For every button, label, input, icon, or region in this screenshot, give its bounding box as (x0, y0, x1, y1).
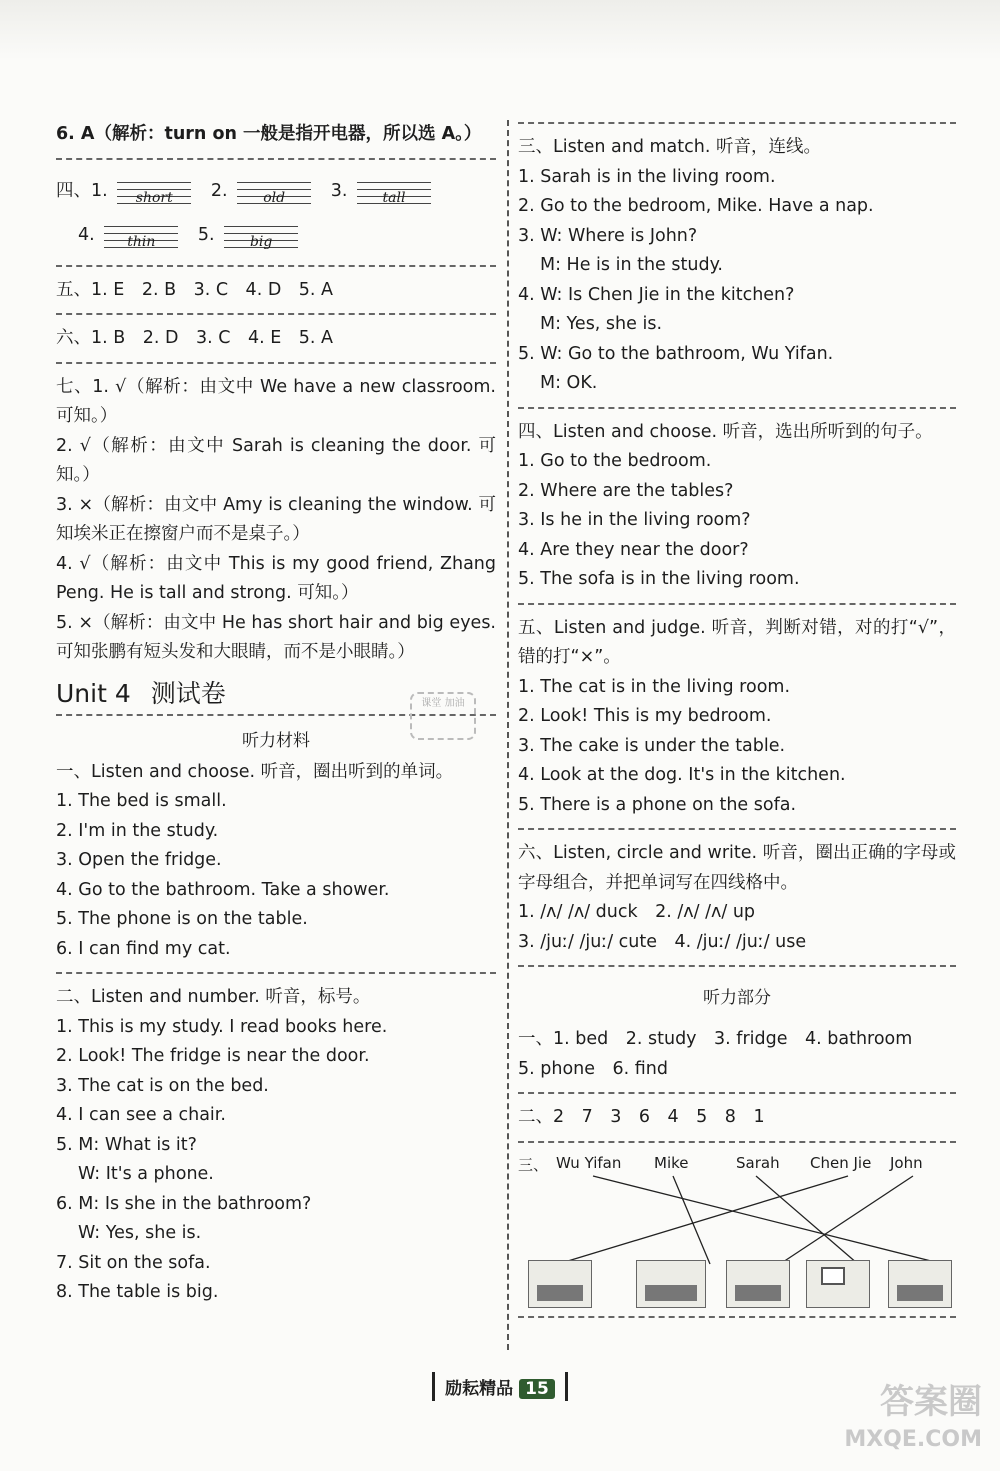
list-item: 1. The bed is small. (56, 791, 227, 811)
list-item: 2. Look! The fridge is near the door. (56, 1046, 370, 1066)
handwritten-answer-1: short (117, 178, 191, 204)
answer-section-6: 六、1. B 2. D 3. C 4. E 5. A (56, 328, 334, 348)
scan-top-shadow (0, 0, 1000, 60)
dashed-separator (518, 1092, 956, 1094)
stamp-icon: 课堂 加油 (410, 692, 476, 740)
right-column (518, 120, 956, 1327)
list-item: 4. Look at the dog. It's in the kitchen. (518, 765, 846, 785)
list-item: M: He is in the study. (540, 255, 723, 275)
answer-1-line-1: 一、1. bed 2. study 3. fridge 4. bathroom (518, 1029, 913, 1049)
dashed-separator (56, 972, 496, 974)
dashed-separator (518, 965, 956, 967)
list-item: 2. Where are the tables? (518, 480, 734, 501)
name-john: John (890, 1153, 923, 1172)
handwritten-answer-5: big (224, 222, 298, 248)
list-item: M: Yes, she is. (540, 314, 663, 334)
dashed-separator (518, 1141, 956, 1143)
fill-in-row-1 (56, 169, 496, 213)
section-4-title: 四、Listen and choose. 听音，选出所听到的句子。 (518, 421, 933, 442)
listening-material-heading: 听力材料 (242, 730, 310, 751)
name-mike: Mike (654, 1153, 689, 1172)
answer-7-3: 3. ×（解析：由文中 Amy is cleaning the window. 可知埃米正在擦窗户而不是桌子。） (56, 494, 496, 544)
page-number: 15 (519, 1379, 555, 1399)
list-item: 4. Go to the bathroom. Take a shower. (56, 879, 390, 900)
section-2-title: 二、Listen and number. 听音，标号。 (56, 987, 371, 1007)
list-item: 2. Look! This is my bedroom. (518, 706, 772, 726)
handwritten-answer-2: old (237, 178, 311, 204)
list-item: 5. The sofa is in the living room. (518, 569, 800, 589)
item-number: 2. (210, 180, 228, 201)
dashed-separator (518, 122, 956, 124)
list-item: 6. I can find my cat. (56, 938, 231, 959)
room-study-picture (636, 1260, 706, 1308)
list-item: 6. M: Is she in the bathroom? (56, 1193, 312, 1214)
unit-name: Unit 4 (56, 678, 131, 708)
list-item: 3. /juː/ /juː/ cute 4. /juː/ /juː/ use (518, 931, 807, 952)
list-item: 5. M: What is it? (56, 1134, 197, 1155)
dashed-separator (518, 407, 956, 409)
section-5-title: 五、Listen and judge. 听音，判断对错，对的打“√”，错的打“×”。 (518, 617, 956, 667)
answer-7-4: 4. √（解析：由文中 This is my good friend, Zhang Peng. He is tall and strong. 可知。） (56, 553, 496, 603)
answer-1-line-2: 5. phone 6. find (518, 1058, 669, 1079)
item-number: 5. (197, 224, 215, 245)
brand-name: 励耘精品 (445, 1379, 514, 1399)
list-item: 5. The phone is on the table. (56, 909, 308, 929)
item-number: 1. (91, 180, 108, 201)
dashed-separator (518, 603, 956, 605)
list-item: 2. I'm in the study. (56, 820, 219, 841)
list-item: 7. Sit on the sofa. (56, 1252, 211, 1273)
answer-section-5: 五、1. E 2. B 3. C 4. D 5. A (56, 279, 334, 300)
list-item: 3. The cake is under the table. (518, 735, 786, 756)
list-item: 1. Go to the bedroom. (518, 451, 712, 471)
answer-7-5: 5. ×（解析：由文中 He has short hair and big eyes. 可知张鹏有短头发和大眼睛，而不是小眼睛。） (56, 612, 496, 662)
list-item: 3. W: Where is John? (518, 225, 698, 246)
section-label: 三、 (518, 1155, 549, 1174)
unit-subtitle: 测试卷 (150, 678, 226, 708)
item-number: 4. (78, 224, 95, 245)
section-6-title: 六、Listen, circle and write. 听音，圈出正确的字母或字母组合，并把单词写在四线格中。 (518, 843, 956, 893)
list-item: 4. Are they near the door? (518, 539, 749, 560)
list-item: 3. Open the fridge. (56, 850, 222, 870)
answer-2: 二、2 7 3 6 4 5 8 1 (518, 1107, 765, 1127)
list-item: 1. Sarah is in the living room. (518, 166, 776, 187)
column-divider (507, 120, 509, 1350)
list-item: 3. Is he in the living room? (518, 510, 751, 530)
list-item: W: It's a phone. (78, 1164, 214, 1184)
dashed-separator (56, 362, 496, 364)
name-sarah: Sarah (736, 1153, 780, 1172)
handwritten-answer-3: tall (357, 178, 431, 204)
list-item: 4. W: Is Chen Jie in the kitchen? (518, 284, 795, 305)
list-item: 1. /ʌ/ /ʌ/ duck 2. /ʌ/ /ʌ/ up (518, 902, 756, 922)
room-bathroom-picture (888, 1260, 952, 1308)
answer-7-1: 七、1. √（解析：由文中 We have a new classroom. 可知。） (56, 376, 496, 426)
watermark: 答案圈 MXQE.COM (844, 1382, 982, 1452)
room-bedroom-picture (726, 1260, 790, 1308)
room-living-room-picture (806, 1260, 870, 1308)
answers-heading: 听力部分 (703, 988, 771, 1008)
list-item: 8. The table is big. (56, 1282, 219, 1302)
answer-7-2: 2. √（解析：由文中 Sarah is cleaning the door. 可知。） (56, 435, 496, 485)
dashed-separator (518, 828, 956, 830)
answer-item-6: 6. A（解析：turn on 一般是指开电器，所以选 A。） (56, 124, 482, 144)
room-kitchen-picture (528, 1260, 592, 1308)
section-1-title: 一、Listen and choose. 听音，圈出听到的单词。 (56, 761, 454, 782)
section-label: 四、 (56, 180, 91, 201)
matching-diagram (518, 1152, 956, 1322)
list-item: W: Yes, she is. (78, 1223, 202, 1243)
list-item: 1. The cat is in the living room. (518, 676, 791, 697)
name-chen-jie: Chen Jie (810, 1153, 872, 1172)
list-item: M: OK. (540, 373, 598, 393)
list-item: 4. I can see a chair. (56, 1105, 226, 1125)
list-item: 1. This is my study. I read books here. (56, 1016, 388, 1037)
list-item: 3. The cat is on the bed. (56, 1075, 269, 1096)
dashed-separator (56, 265, 496, 267)
name-wu-yifan: Wu Yifan (556, 1153, 622, 1172)
section-3-title: 三、Listen and match. 听音，连线。 (518, 137, 821, 157)
handwritten-answer-4: thin (104, 222, 178, 248)
list-item: 2. Go to the bedroom, Mike. Have a nap. (518, 196, 874, 216)
dashed-separator (56, 158, 496, 160)
list-item: 5. W: Go to the bathroom, Wu Yifan. (518, 343, 834, 364)
item-number: 3. (330, 180, 348, 201)
dashed-separator (56, 313, 496, 315)
list-item: 5. There is a phone on the sofa. (518, 794, 797, 815)
